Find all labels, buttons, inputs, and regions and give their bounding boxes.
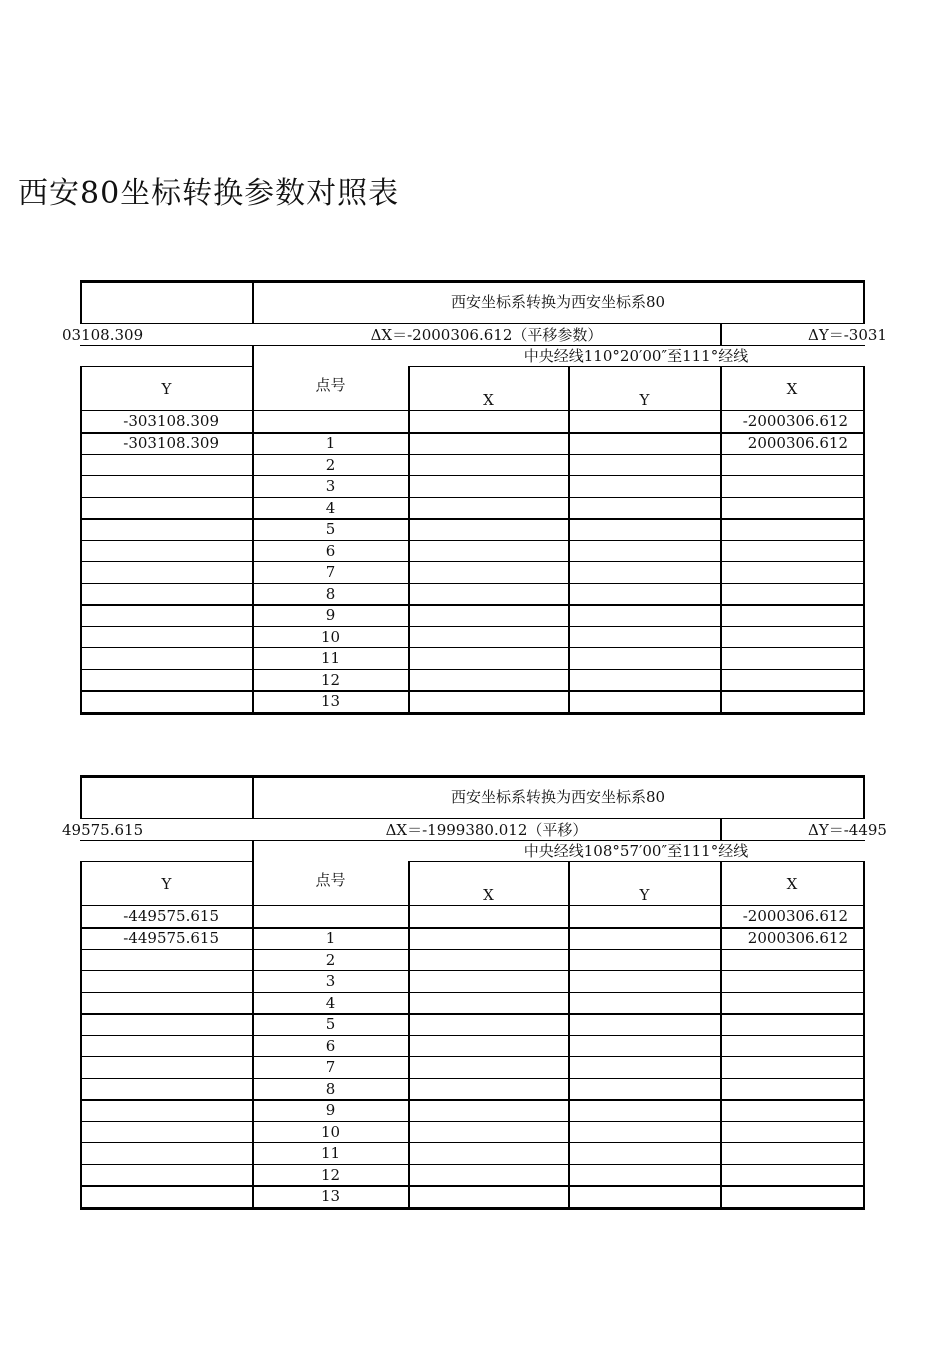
row-index: 6 <box>325 541 336 560</box>
row-index: 8 <box>325 1079 336 1098</box>
vline-right-top <box>863 280 865 323</box>
header-rule-3-left <box>80 366 253 367</box>
row-rule <box>80 1013 865 1015</box>
row-rule <box>80 949 865 950</box>
dx-label: ΔX＝-2000306.612（平移参数） <box>370 326 603 344</box>
row-a-y: -303108.309 <box>123 412 219 430</box>
row-index: 5 <box>325 520 336 538</box>
row-rule <box>80 475 865 476</box>
page-title: 西安80坐标转换参数对照表 <box>18 176 400 211</box>
row-rule <box>80 518 865 520</box>
table-bottom-border <box>80 712 865 715</box>
row-rule <box>80 1056 865 1057</box>
col-y-header: Y <box>161 875 172 893</box>
row-rule <box>80 1142 865 1143</box>
row-index: 5 <box>325 1015 336 1033</box>
row-rule <box>80 454 865 455</box>
row-index: 3 <box>325 477 336 495</box>
top-header: 西安坐标系转换为西安坐标系80 <box>450 293 666 311</box>
dx-label: ΔX＝-1999380.012（平移） <box>385 821 588 839</box>
row-index: 3 <box>325 972 336 990</box>
row-index: 8 <box>325 584 336 603</box>
row-index: 6 <box>325 1036 336 1055</box>
row-rule <box>80 1185 865 1187</box>
row-rule <box>80 970 865 971</box>
col-index-header: 点号 <box>315 376 346 394</box>
row-index: 9 <box>325 1101 336 1119</box>
row-rule <box>80 540 865 541</box>
row-x-value: 2000306.612 <box>747 434 848 452</box>
row-index: 11 <box>320 649 341 667</box>
row-rule <box>80 669 865 670</box>
row-index: 9 <box>325 606 336 624</box>
row-index: 4 <box>325 498 336 517</box>
col-x-mid-header: X <box>483 886 494 904</box>
header-rule-1 <box>80 818 865 819</box>
row-a-x: -2000306.612 <box>742 412 848 430</box>
meridian-label: 中央经线108°57′00″至111°经线 <box>523 842 749 860</box>
row-index: 12 <box>320 1165 341 1184</box>
row-index: 1 <box>325 434 336 452</box>
col-x-right-header: X <box>786 875 798 893</box>
dy-label: ΔY＝-4495 <box>808 821 887 839</box>
dy-label: ΔY＝-3031 <box>808 326 887 344</box>
vline-5a <box>720 818 722 840</box>
table-top-border <box>80 775 865 778</box>
row-rule <box>80 497 865 498</box>
left-cut-value: 03108.309 <box>62 326 144 344</box>
row-index: 4 <box>325 993 336 1012</box>
vline-right-top <box>863 775 865 818</box>
row-index: 2 <box>325 455 336 474</box>
row-rule <box>80 992 865 993</box>
table-top-border <box>80 280 865 283</box>
header-rule-1 <box>80 323 865 324</box>
row-rule <box>80 1035 865 1036</box>
row-index: 7 <box>325 563 336 581</box>
row-y-value: -449575.615 <box>123 929 219 947</box>
row-rule <box>80 690 865 692</box>
row-index: 7 <box>325 1058 336 1076</box>
row-rule <box>80 1099 865 1101</box>
row-rule <box>80 604 865 606</box>
row-y-value: -303108.309 <box>123 434 219 452</box>
row-index: 1 <box>325 929 336 947</box>
row-a-y: -449575.615 <box>123 907 219 925</box>
col-x-mid-header: X <box>483 391 494 409</box>
vline-5a <box>720 323 722 345</box>
col-index-header: 点号 <box>315 871 346 889</box>
row-rule <box>80 1078 865 1079</box>
top-header: 西安坐标系转换为西安坐标系80 <box>450 788 666 806</box>
row-index: 10 <box>320 1122 341 1141</box>
row-rule <box>80 626 865 627</box>
col-x-right-header: X <box>786 380 798 398</box>
table-bottom-border <box>80 1207 865 1210</box>
vline-left-top <box>80 775 82 818</box>
row-rule <box>80 647 865 648</box>
meridian-label: 中央经线110°20′00″至111°经线 <box>523 347 749 365</box>
header-rule-3-right <box>409 366 865 367</box>
row-index: 13 <box>320 1187 341 1205</box>
vline-left-top <box>80 280 82 323</box>
row-rule <box>80 1164 865 1165</box>
left-cut-value: 49575.615 <box>62 821 144 839</box>
col-y-mid-header: Y <box>639 886 650 904</box>
row-a-x: -2000306.612 <box>742 907 848 925</box>
row-index: 12 <box>320 670 341 689</box>
row-index: 2 <box>325 950 336 969</box>
header-rule-3-right <box>409 861 865 862</box>
row-index: 10 <box>320 627 341 646</box>
row-index: 13 <box>320 692 341 710</box>
col-y-mid-header: Y <box>639 391 650 409</box>
row-rule <box>80 583 865 584</box>
header-rule-3-left <box>80 861 253 862</box>
row-index: 11 <box>320 1144 341 1162</box>
row-rule <box>80 1121 865 1122</box>
row-x-value: 2000306.612 <box>747 929 848 947</box>
col-y-header: Y <box>161 380 172 398</box>
row-rule <box>80 561 865 562</box>
